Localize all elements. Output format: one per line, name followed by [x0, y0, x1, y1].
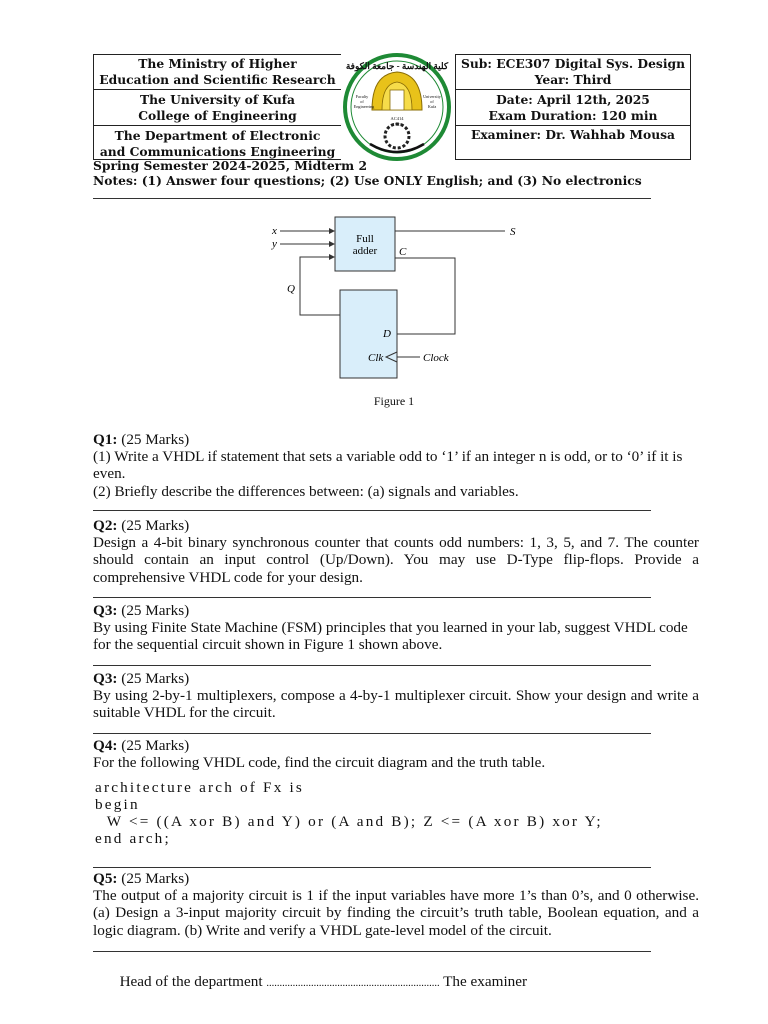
y-input-label: y	[272, 238, 277, 250]
q3-marks: (25 Marks)	[121, 602, 190, 619]
q1-divider	[93, 510, 651, 511]
q5-marks: (25 Marks)	[121, 870, 190, 887]
header-divider	[93, 198, 651, 199]
department-line-2: and Communications Engineering	[99, 144, 336, 159]
question-1	[93, 431, 699, 500]
ministry-cell	[94, 55, 341, 90]
q2-label: Q2:	[93, 517, 118, 534]
q3b-marks: (25 Marks)	[121, 670, 190, 687]
question-3b	[93, 670, 699, 722]
full-adder-label-2: adder	[352, 245, 378, 257]
question-2	[93, 517, 699, 586]
q5-label: Q5:	[93, 870, 118, 887]
vhdl-code-line-2: begin	[95, 796, 140, 813]
full-adder-label-1: Full	[356, 233, 374, 245]
q4-divider	[93, 867, 651, 868]
q5-divider	[93, 951, 651, 952]
q2-marks: (25 Marks)	[121, 517, 190, 534]
q3b-label: Q3:	[93, 670, 118, 687]
q2-divider	[93, 597, 651, 598]
d-input-label: D	[383, 328, 391, 340]
q2-text-1: Design a 4-bit binary synchronous counter that counts odd numbers: 1, 3, 5, and 7. The counter should contain an input control (Up/Down). You may use D-Type flip-flops. Provide a comprehensive VHDL code for your design.	[93, 534, 699, 586]
vhdl-code-line-4: end arch;	[95, 830, 171, 847]
notes-line: Notes: (1) Answer four questions; (2) Use ONLY English; and (3) No electronics	[93, 173, 642, 188]
ministry-line-1: The Ministry of Higher	[138, 56, 297, 71]
question-5	[93, 870, 699, 939]
semester-line: Spring Semester 2024-2025, Midterm 2	[93, 158, 368, 173]
logo-right-1: University	[423, 94, 441, 99]
head-of-department-label: Head of the department	[119, 973, 263, 990]
logo-arabic-top: كلية الهندسة - جامعة الكوفة	[345, 61, 449, 71]
university-logo-icon	[342, 52, 452, 162]
logo-right-3: Kufa	[427, 104, 437, 109]
logo-right-2: of	[430, 99, 434, 104]
header-right-box	[455, 54, 691, 160]
q3b-divider	[93, 733, 651, 734]
logo-left-2: of	[360, 99, 364, 104]
q4-marks: (25 Marks)	[121, 737, 190, 754]
header-left-box	[93, 54, 341, 160]
clk-label: Clk	[368, 352, 384, 364]
department-line-1: The Department of Electronic	[114, 128, 321, 143]
q3-text-1: By using Finite State Machine (FSM) principles that you learned in your lab, suggest VHDL code for the sequential circuit shown in Figure 1 shown above.	[93, 619, 688, 654]
signature-dots: ..................................................................	[266, 978, 440, 989]
date-cell	[456, 90, 690, 126]
carry-label: C	[399, 246, 407, 258]
year-line: Year: Third	[534, 72, 612, 87]
university-line-1: The University of Kufa	[139, 92, 296, 107]
q1-label: Q1:	[93, 431, 118, 448]
examiner-line: Examiner: Dr. Wahhab Mousa	[470, 127, 676, 142]
ministry-line-2: Education and Scientific Research	[99, 72, 336, 87]
s-output-label: S	[510, 226, 516, 238]
figure-1-diagram	[260, 205, 540, 405]
q3b-text-1: By using 2-by-1 multiplexers, compose a 4-by-1 multiplexer circuit. Show your design and write a suitable VHDL for the circuit.	[93, 687, 699, 722]
logo-left-3: Engineering	[353, 104, 375, 109]
q-label: Q	[287, 283, 295, 295]
logo-year-2: 1993	[392, 122, 402, 127]
vhdl-code-line-1: architecture arch of Fx is	[95, 779, 305, 796]
date-line: Date: April 12th, 2025	[496, 92, 650, 107]
q5-text-1: The output of a majority circuit is 1 if the input variables have more 1’s than 0’s, and 0 otherwise. (a) Design a 3-input majority circuit by finding the circuit’s truth table, Boolean equation, and a logic diagram. (b) Write and verify a VHDL gate-level model of the circuit.	[93, 887, 699, 939]
logo-year-1: AC414	[390, 116, 404, 121]
q4-label: Q4:	[93, 737, 118, 754]
q3-divider	[93, 665, 651, 666]
vhdl-code-line-3: W <= ((A xor B) and Y) or (A and B); Z <= (A xor B) xor Y;	[95, 813, 603, 830]
figure-caption: Figure 1	[373, 394, 415, 408]
university-cell	[94, 90, 341, 126]
q3-label: Q3:	[93, 602, 118, 619]
subject-line: Sub: ECE307 Digital Sys. Design	[460, 56, 686, 71]
university-line-2: College of Engineering	[138, 108, 297, 123]
subject-cell	[456, 55, 690, 90]
q1-text-2: (2) Briefly describe the differences between: (a) signals and variables.	[93, 482, 519, 500]
x-input-label: x	[272, 225, 277, 237]
q1-marks: (25 Marks)	[121, 431, 190, 448]
q1-text-1: (1) Write a VHDL if statement that sets a variable odd to ‘1’ if an integer n is odd, or to ‘0’ if it is even.	[93, 448, 683, 483]
clock-label: Clock	[423, 352, 449, 364]
duration-line: Exam Duration: 120 min	[488, 108, 658, 123]
question-4	[93, 737, 699, 771]
question-3	[93, 602, 699, 654]
department-cell	[94, 126, 341, 160]
examiner-label: The examiner	[443, 973, 528, 990]
logo-left-1: Faculty	[355, 94, 369, 99]
signature-line	[112, 955, 527, 991]
q4-text-1: For the following VHDL code, find the circuit diagram and the truth table.	[93, 754, 546, 772]
examiner-cell	[456, 126, 690, 160]
